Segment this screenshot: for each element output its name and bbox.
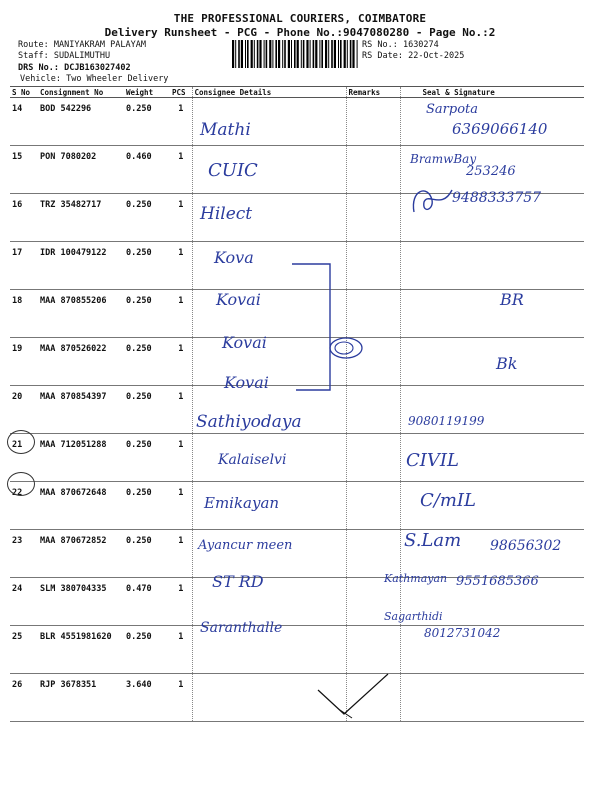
- row-consignment-no: SLM 380704335: [38, 578, 124, 626]
- row-sno: 19: [10, 338, 38, 386]
- row-consignment-no: BLR 4551981620: [38, 626, 124, 674]
- row-remarks: [346, 530, 400, 578]
- company-title: THE PROFESSIONAL COURIERS, COIMBATORE: [173, 12, 427, 25]
- rs-date-value: 22-Oct-2025: [408, 51, 465, 61]
- row-pcs: 1: [170, 338, 192, 386]
- handwritten-consignee: CUIC: [208, 160, 258, 181]
- row-consignment-no: MAA 870672852: [38, 530, 124, 578]
- row-sno: 24: [10, 578, 38, 626]
- runsheet-subtitle: Delivery Runsheet - PCG - Phone No.:9047080280 - Page No.:2: [104, 26, 496, 39]
- handwritten-initials: BR: [500, 290, 524, 309]
- handwritten-consignee: ST RD: [212, 572, 264, 591]
- row-remarks: [346, 98, 400, 146]
- row-weight: 0.250: [124, 434, 170, 482]
- row-remarks: [346, 482, 400, 530]
- row-sno: 17: [10, 242, 38, 290]
- col-header-consignee: Consignee Details: [192, 87, 346, 98]
- row-pcs: 1: [170, 242, 192, 290]
- col-header-remarks: Remarks: [346, 87, 400, 98]
- rs-date-label: RS Date:: [362, 51, 403, 61]
- row-sno: 15: [10, 146, 38, 194]
- handwritten-phone: 6369066140: [452, 120, 548, 138]
- row-remarks: [346, 434, 400, 482]
- handwritten-consignee: Sathiyodaya: [196, 412, 302, 432]
- row-weight: 0.250: [124, 386, 170, 434]
- row-weight: 0.250: [124, 338, 170, 386]
- row-weight: 0.250: [124, 242, 170, 290]
- row-sno: 21: [10, 434, 38, 482]
- row-consignment-no: MAA 870672648: [38, 482, 124, 530]
- circle-mark: [7, 430, 35, 454]
- row-consignment-no: MAA 870526022: [38, 338, 124, 386]
- row-pcs: 1: [170, 194, 192, 242]
- handwritten-consignee: Kalaiselvi: [218, 452, 287, 468]
- drs-value: DCJB163027402: [64, 63, 131, 73]
- handwritten-signature: BramwBay: [410, 152, 477, 166]
- rs-no-line: [362, 40, 439, 50]
- row-sno: 18: [10, 290, 38, 338]
- row-pcs: 1: [170, 434, 192, 482]
- handwritten-phone: 9551685366: [456, 574, 539, 589]
- drs-line: [18, 63, 131, 73]
- row-pcs: 1: [170, 290, 192, 338]
- drs-label: DRS No.:: [18, 63, 59, 73]
- row-seal: [400, 338, 584, 386]
- col-header-sno: S No: [10, 87, 38, 98]
- handwritten-consignee: Emikayan: [204, 494, 280, 512]
- staff-line: [18, 51, 110, 61]
- row-pcs: 1: [170, 386, 192, 434]
- handwritten-consignee: Kovai: [222, 333, 267, 352]
- row-pcs: 1: [170, 146, 192, 194]
- handwritten-phone: 8012731042: [424, 626, 501, 640]
- handwritten-signature: S.Lam: [404, 530, 462, 551]
- handwritten-consignee: Hilect: [200, 204, 253, 224]
- vehicle-line: [20, 74, 168, 84]
- table-row: [10, 482, 584, 530]
- table-header-row: [10, 87, 584, 98]
- row-consignment-no: IDR 100479122: [38, 242, 124, 290]
- row-remarks: [346, 146, 400, 194]
- row-seal: [400, 290, 584, 338]
- handwritten-consignee: Mathi: [200, 120, 251, 140]
- row-sno: 16: [10, 194, 38, 242]
- barcode-image: [232, 40, 358, 68]
- col-header-seal: Seal & Signature: [400, 87, 584, 98]
- handwritten-consignee: Kovai: [224, 373, 269, 392]
- row-sno: 14: [10, 98, 38, 146]
- handwritten-consignee: Kova: [214, 248, 254, 267]
- table-row: [10, 674, 584, 722]
- row-weight: 0.250: [124, 98, 170, 146]
- row-weight: 0.470: [124, 578, 170, 626]
- row-sno: 22: [10, 482, 38, 530]
- row-weight: 0.250: [124, 626, 170, 674]
- handwritten-consignee: Kovai: [216, 290, 261, 309]
- row-remarks: [346, 626, 400, 674]
- handwritten-signature: Sarpota: [426, 102, 478, 117]
- rs-date-line: [362, 51, 464, 61]
- row-weight: 0.250: [124, 194, 170, 242]
- handwritten-phone: 253246: [466, 164, 516, 179]
- handwritten-phone: 9080119199: [408, 414, 485, 428]
- row-consignment-no: PON 7080202: [38, 146, 124, 194]
- row-weight: 3.640: [124, 674, 170, 722]
- route-label: Route:: [18, 40, 49, 50]
- row-pcs: 1: [170, 482, 192, 530]
- vehicle-label: Vehicle:: [20, 74, 61, 84]
- handwritten-phone: 9488333757: [452, 190, 542, 206]
- row-sno: 26: [10, 674, 38, 722]
- handwritten-phone: 98656302: [490, 538, 562, 554]
- col-header-consignment: Consignment No: [38, 87, 124, 98]
- row-sno: 23: [10, 530, 38, 578]
- row-consignment-no: MAA 712051288: [38, 434, 124, 482]
- row-seal: [400, 242, 584, 290]
- row-weight: 0.460: [124, 146, 170, 194]
- row-weight: 0.250: [124, 530, 170, 578]
- row-consignment-no: MAA 870855206: [38, 290, 124, 338]
- row-seal: [400, 674, 584, 722]
- route-value: MANIYAKRAM PALAYAM: [53, 40, 146, 50]
- handwritten-signature: Sagarthidi: [384, 610, 443, 623]
- row-weight: 0.250: [124, 482, 170, 530]
- table-row: [10, 434, 584, 482]
- handwritten-remark: C/mIL: [420, 490, 476, 511]
- vehicle-value: Two Wheeler Delivery: [66, 74, 169, 84]
- row-consignment-no: RJP 3678351: [38, 674, 124, 722]
- rs-no-label: RS No.:: [362, 40, 398, 50]
- row-sno: 20: [10, 386, 38, 434]
- row-pcs: 1: [170, 626, 192, 674]
- row-pcs: 1: [170, 674, 192, 722]
- row-pcs: 1: [170, 578, 192, 626]
- row-remarks: [346, 194, 400, 242]
- col-header-weight: Weight: [124, 87, 170, 98]
- row-consignee: [192, 530, 346, 578]
- handwritten-consignee: Saranthalle: [200, 620, 283, 636]
- col-header-pcs: PCS: [170, 87, 192, 98]
- row-sno: 25: [10, 626, 38, 674]
- handwritten-initials: Bk: [496, 354, 518, 373]
- row-pcs: 1: [170, 530, 192, 578]
- circle-mark: [7, 472, 35, 496]
- staff-label: Staff:: [18, 51, 49, 61]
- handwritten-signature: Kathmayan: [384, 572, 448, 585]
- rs-no-value: 1630274: [402, 40, 439, 50]
- signature-scribble: [408, 180, 458, 218]
- row-consignment-no: MAA 870854397: [38, 386, 124, 434]
- handwritten-remark: CIVIL: [406, 450, 459, 471]
- row-pcs: 1: [170, 98, 192, 146]
- staff-value: SUDALIMUTHU: [53, 51, 111, 61]
- handwritten-consignee: Ayancur meen: [198, 538, 293, 553]
- route-line: [18, 40, 146, 50]
- row-consignment-no: BOD 542296: [38, 98, 124, 146]
- row-weight: 0.250: [124, 290, 170, 338]
- bracket-mark: [290, 258, 380, 398]
- checkmark-signature: [316, 670, 392, 730]
- row-consignment-no: TRZ 35482717: [38, 194, 124, 242]
